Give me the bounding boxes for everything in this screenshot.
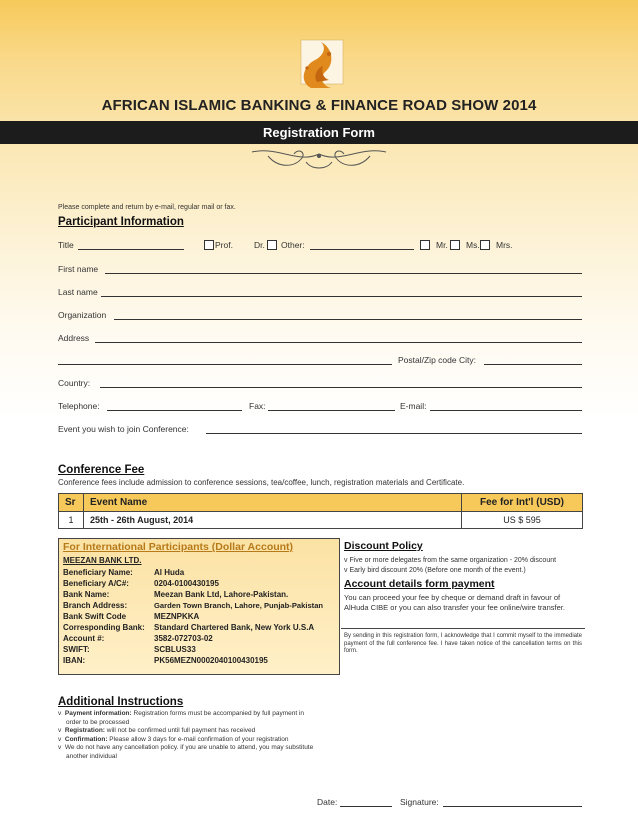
list-item: v Payment information: Registration forms must be accompanied by full payment in bbox=[58, 710, 305, 717]
signature-field[interactable] bbox=[443, 806, 582, 807]
item-text: another individual bbox=[66, 752, 117, 760]
intro-text: Please complete and return by e-mail, regular mail or fax. bbox=[58, 204, 236, 211]
fee-table-header bbox=[59, 494, 583, 512]
bank-row-value: Al Huda bbox=[154, 568, 185, 577]
mr-label: Mr. bbox=[436, 240, 448, 250]
bank-row-label: Account #: bbox=[63, 634, 105, 643]
country-field[interactable] bbox=[100, 387, 582, 388]
last-name-field[interactable] bbox=[101, 296, 582, 297]
additional-instructions-heading: Additional Instructions bbox=[58, 696, 184, 708]
ms-label: Ms. bbox=[466, 240, 480, 250]
item-text: order to be processed bbox=[66, 718, 130, 726]
mr-checkbox[interactable] bbox=[420, 240, 430, 250]
bank-row bbox=[63, 634, 213, 643]
row-event: 25th - 26th August, 2014 bbox=[84, 512, 462, 529]
bank-row bbox=[63, 645, 196, 654]
organization-field[interactable] bbox=[114, 319, 582, 320]
list-item bbox=[58, 753, 338, 762]
bank-row-label: Bank Swift Code bbox=[63, 612, 127, 621]
bank-row bbox=[63, 579, 219, 588]
first-name-label: First name bbox=[58, 264, 99, 274]
mrs-checkbox[interactable] bbox=[480, 240, 490, 250]
bank-row-value: Standard Chartered Bank, New York U.S.A bbox=[154, 623, 315, 632]
discount-item: v Early bird discount 20% (Before one month of the event.) bbox=[344, 567, 526, 574]
bank-row bbox=[63, 656, 268, 665]
bank-row bbox=[63, 568, 185, 577]
signature-label: Signature: bbox=[400, 797, 439, 807]
col-sr: Sr bbox=[59, 494, 84, 512]
account-heading: Account details form payment bbox=[344, 578, 495, 590]
event-field[interactable] bbox=[206, 433, 582, 434]
last-name-label: Last name bbox=[58, 287, 98, 297]
date-field[interactable] bbox=[340, 806, 392, 807]
list-item: v Confirmation: Please allow 3 days for e-mail confirmation of your registration bbox=[58, 735, 289, 743]
bank-row-label: Beneficiary Name: bbox=[63, 568, 133, 577]
bank-name: MEEZAN BANK LTD. bbox=[63, 556, 142, 565]
col-event: Event Name bbox=[84, 494, 462, 512]
bank-row-value: SCBLUS33 bbox=[154, 645, 196, 654]
bank-box-title: For International Participants (Dollar Account) bbox=[63, 541, 294, 553]
dr-checkbox[interactable] bbox=[267, 240, 277, 250]
row-fee: US $ 595 bbox=[462, 512, 583, 529]
dr-label: Dr. bbox=[254, 240, 265, 250]
fee-table bbox=[58, 493, 583, 529]
additional-instructions-list bbox=[58, 710, 338, 761]
organization-label: Organization bbox=[58, 310, 107, 320]
fax-label: Fax: bbox=[249, 401, 266, 411]
other-label: Other: bbox=[281, 240, 305, 250]
country-label: Country: bbox=[58, 378, 91, 388]
postal-field[interactable] bbox=[484, 364, 582, 365]
document-title: AFRICAN ISLAMIC BANKING & FINANCE ROAD SHOW 2014 bbox=[101, 97, 537, 114]
bank-details-box bbox=[58, 538, 340, 675]
conference-fee-note: Conference fees include admission to conference sessions, tea/coffee, lunch, registration materials and Certificate. bbox=[58, 478, 465, 487]
item-key: Confirmation: bbox=[64, 735, 108, 743]
account-text: You can proceed your fee by cheque or demand draft in favour of AlHuda CIBE or you can also transfer your fee online/wire transfer. bbox=[344, 593, 565, 612]
item-text: We do not have any cancellation policy. if you are unable to attend, you may substitute bbox=[64, 744, 314, 751]
col-fee: Fee for Int'l (USD) bbox=[462, 494, 583, 512]
email-label: E-mail: bbox=[400, 401, 427, 411]
alhuda-logo bbox=[293, 38, 345, 94]
telephone-field[interactable] bbox=[107, 410, 242, 411]
item-text: Registration forms must be accompanied by full payment in bbox=[131, 710, 305, 717]
list-item: v Registration: will not be confirmed until full payment has received bbox=[58, 727, 256, 734]
address-field[interactable] bbox=[95, 342, 582, 343]
postal-label: Postal/Zip code City: bbox=[398, 355, 476, 365]
table-row bbox=[59, 512, 583, 529]
ms-checkbox[interactable] bbox=[450, 240, 460, 250]
address-label: Address bbox=[58, 333, 90, 343]
bank-row-value: Meezan Bank Ltd, Lahore-Pakistan. bbox=[154, 590, 289, 599]
first-name-field[interactable] bbox=[105, 273, 582, 274]
participant-heading: Participant Information bbox=[58, 216, 184, 228]
conference-fee-heading: Conference Fee bbox=[58, 464, 145, 476]
prof-checkbox[interactable] bbox=[204, 240, 214, 250]
bank-row bbox=[63, 623, 315, 632]
item-key: Payment information: bbox=[64, 710, 132, 717]
email-field[interactable] bbox=[430, 410, 582, 411]
bank-row bbox=[63, 590, 289, 599]
bank-row-value: 0204-0100430195 bbox=[154, 579, 219, 588]
form-title-bar: Registration Form bbox=[0, 121, 638, 144]
bank-row-label: Corresponding Bank: bbox=[63, 623, 145, 632]
item-key: Registration: bbox=[64, 727, 105, 734]
title-field[interactable] bbox=[78, 249, 184, 250]
bank-row-label: Bank Name: bbox=[63, 590, 110, 599]
date-label: Date: bbox=[317, 797, 338, 807]
row-sr: 1 bbox=[59, 512, 84, 529]
bank-row-label: Beneficiary A/C#: bbox=[63, 579, 129, 588]
mrs-label: Mrs. bbox=[496, 240, 513, 250]
bank-row-label: IBAN: bbox=[63, 656, 86, 665]
flourish-ornament bbox=[248, 142, 390, 172]
prof-label: Prof. bbox=[215, 240, 233, 250]
bank-row-value: 3582-072703-02 bbox=[154, 634, 213, 643]
address-line-2-field[interactable] bbox=[58, 364, 392, 365]
bank-row-label: SWIFT: bbox=[63, 645, 90, 654]
bank-row bbox=[63, 601, 324, 610]
acknowledgement-text: By sending in this registration form, I acknowledge that I commit myself to the immediate payment of the full conference fee. I have taken notice of the cancellation terms on this form. bbox=[344, 633, 582, 654]
item-text: will not be confirmed until full payment has received bbox=[104, 727, 256, 734]
fax-field[interactable] bbox=[268, 410, 395, 411]
item-text: Please allow 3 days for e-mail confirmation of your registration bbox=[107, 735, 289, 743]
list-item: v We do not have any cancellation policy. if you are unable to attend, you may substitute bbox=[58, 744, 314, 751]
event-label: Event you wish to join Conference: bbox=[58, 424, 189, 434]
bank-row-label: Branch Address: bbox=[63, 601, 128, 610]
title-label: Title bbox=[58, 240, 74, 250]
bank-row-value: PK56MEZN0002040100430195 bbox=[154, 656, 268, 665]
bank-row-value: Garden Town Branch, Lahore, Punjab-Pakistan bbox=[154, 601, 324, 610]
bank-row-value: MEZNPKKA bbox=[154, 612, 200, 621]
telephone-label: Telephone: bbox=[58, 401, 100, 411]
bank-row bbox=[63, 612, 200, 621]
other-field[interactable] bbox=[310, 249, 414, 250]
discount-heading: Discount Policy bbox=[344, 540, 423, 552]
list-item bbox=[58, 719, 338, 728]
divider bbox=[341, 628, 585, 629]
discount-item: v Five or more delegates from the same organization - 20% discount bbox=[344, 557, 557, 564]
